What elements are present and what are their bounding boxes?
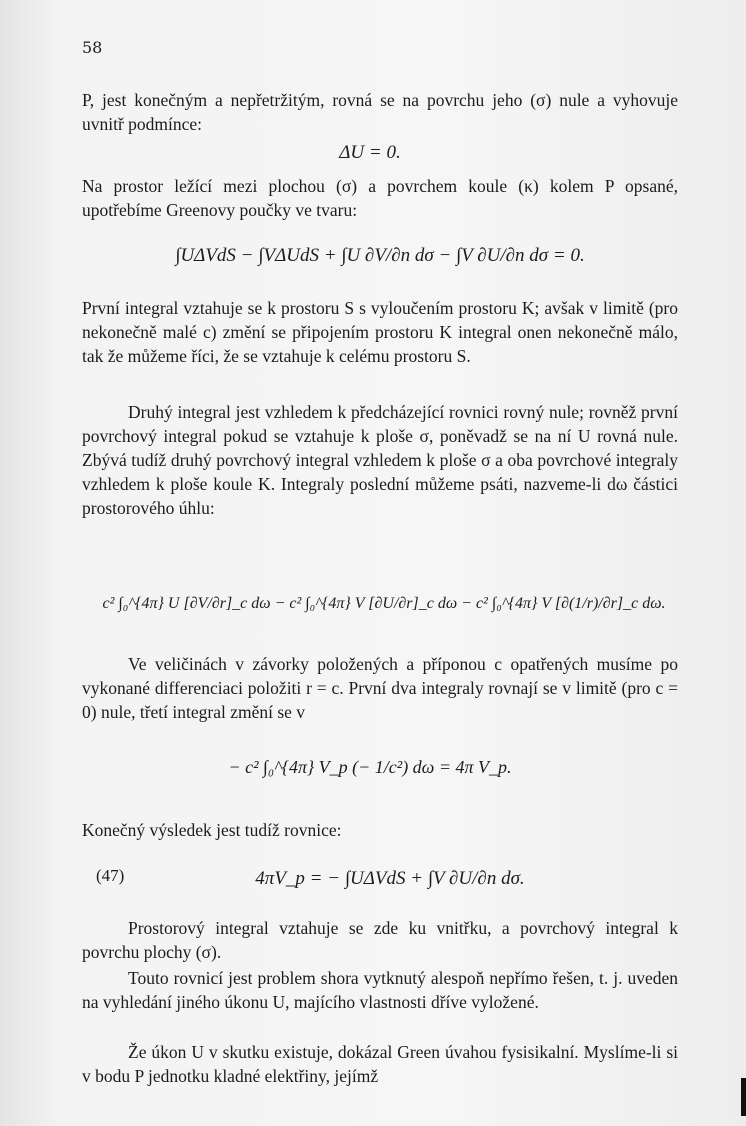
equation-green: ∫UΔVdS − ∫VΔUdS + ∫U ∂V/∂n dσ − ∫V ∂U/∂n dσ = 0. bbox=[175, 245, 585, 266]
page-edge-shadow bbox=[741, 1078, 746, 1116]
paragraph-3: První integral vztahuje se k prostoru S s vyloučením prostoru K; avšak v limitě (pro nekonečně malé c) změní se připojením prostoru K integral onen nekonečně málo, tak že můžeme říci, že se vztahuje k celému prostoru S. bbox=[82, 298, 678, 366]
paragraph-8: Touto rovnicí jest problem shora vytknutý alespoň nepřímo řešen, t. j. uveden na vyhledání jiného úkonu U, majícího vlastnosti dříve vyložené. bbox=[82, 968, 678, 1012]
paragraph-2: Na prostor ležící mezi plochou (σ) a povrchem koule (κ) kolem P opsané, upotřebíme Greenovy poučky ve tvaru: bbox=[82, 176, 678, 220]
paragraph-1: P, jest konečným a nepřetržitým, rovná se na povrchu jeho (σ) nule a vyhovuje uvnitř podmínce: bbox=[82, 90, 678, 134]
equation-result: 4πV_p = − ∫UΔVdS + ∫V ∂U/∂n dσ. bbox=[255, 868, 525, 889]
equation-sphere-integrals: c² ∫₀^{4π} U [∂V/∂r]_c dω − c² ∫₀^{4π} V [∂U/∂r]_c dω − c² ∫₀^{4π} V [∂(1/r)/∂r]_c dω. bbox=[102, 595, 666, 612]
equation-laplace: ΔU = 0. bbox=[339, 142, 401, 163]
equation-number: (47) bbox=[96, 866, 125, 885]
page-number: 58 bbox=[82, 38, 103, 57]
paragraph-5: Ve veličinách v závorky položených a příponou c opatřených musíme po vykonané differenciaci položiti r = c. První dva integraly rovnají se v limitě (pro c = 0) nule, třetí integral změní se v bbox=[82, 654, 678, 722]
equation-limit: − c² ∫₀^{4π} V_p (− 1/c²) dω = 4π V_p. bbox=[228, 757, 512, 777]
paragraph-9: Že úkon U v skutku existuje, dokázal Green úvahou fysisikalní. Myslíme-li si v bodu P jednotku kladné elektřiny, jejímž bbox=[82, 1042, 678, 1086]
paragraph-7: Prostorový integral vztahuje se zde ku vnitřku, a povrchový integral k povrchu plochy (σ). bbox=[82, 918, 678, 962]
paragraph-6: Konečný výsledek jest tudíž rovnice: bbox=[82, 820, 342, 840]
paragraph-4: Druhý integral jest vzhledem k předcházející rovnici rovný nule; rovněž první povrchový integral pokud se vztahuje k ploše σ, poněvadž se na ní U rovná nule. Zbývá tudíž druhý povrchový integral vzhledem k ploše σ a oba povrchové integraly vzhledem k ploše koule K. Integraly poslední můžeme psáti, nazveme-li dω částici prostorového úhlu: bbox=[82, 402, 678, 518]
